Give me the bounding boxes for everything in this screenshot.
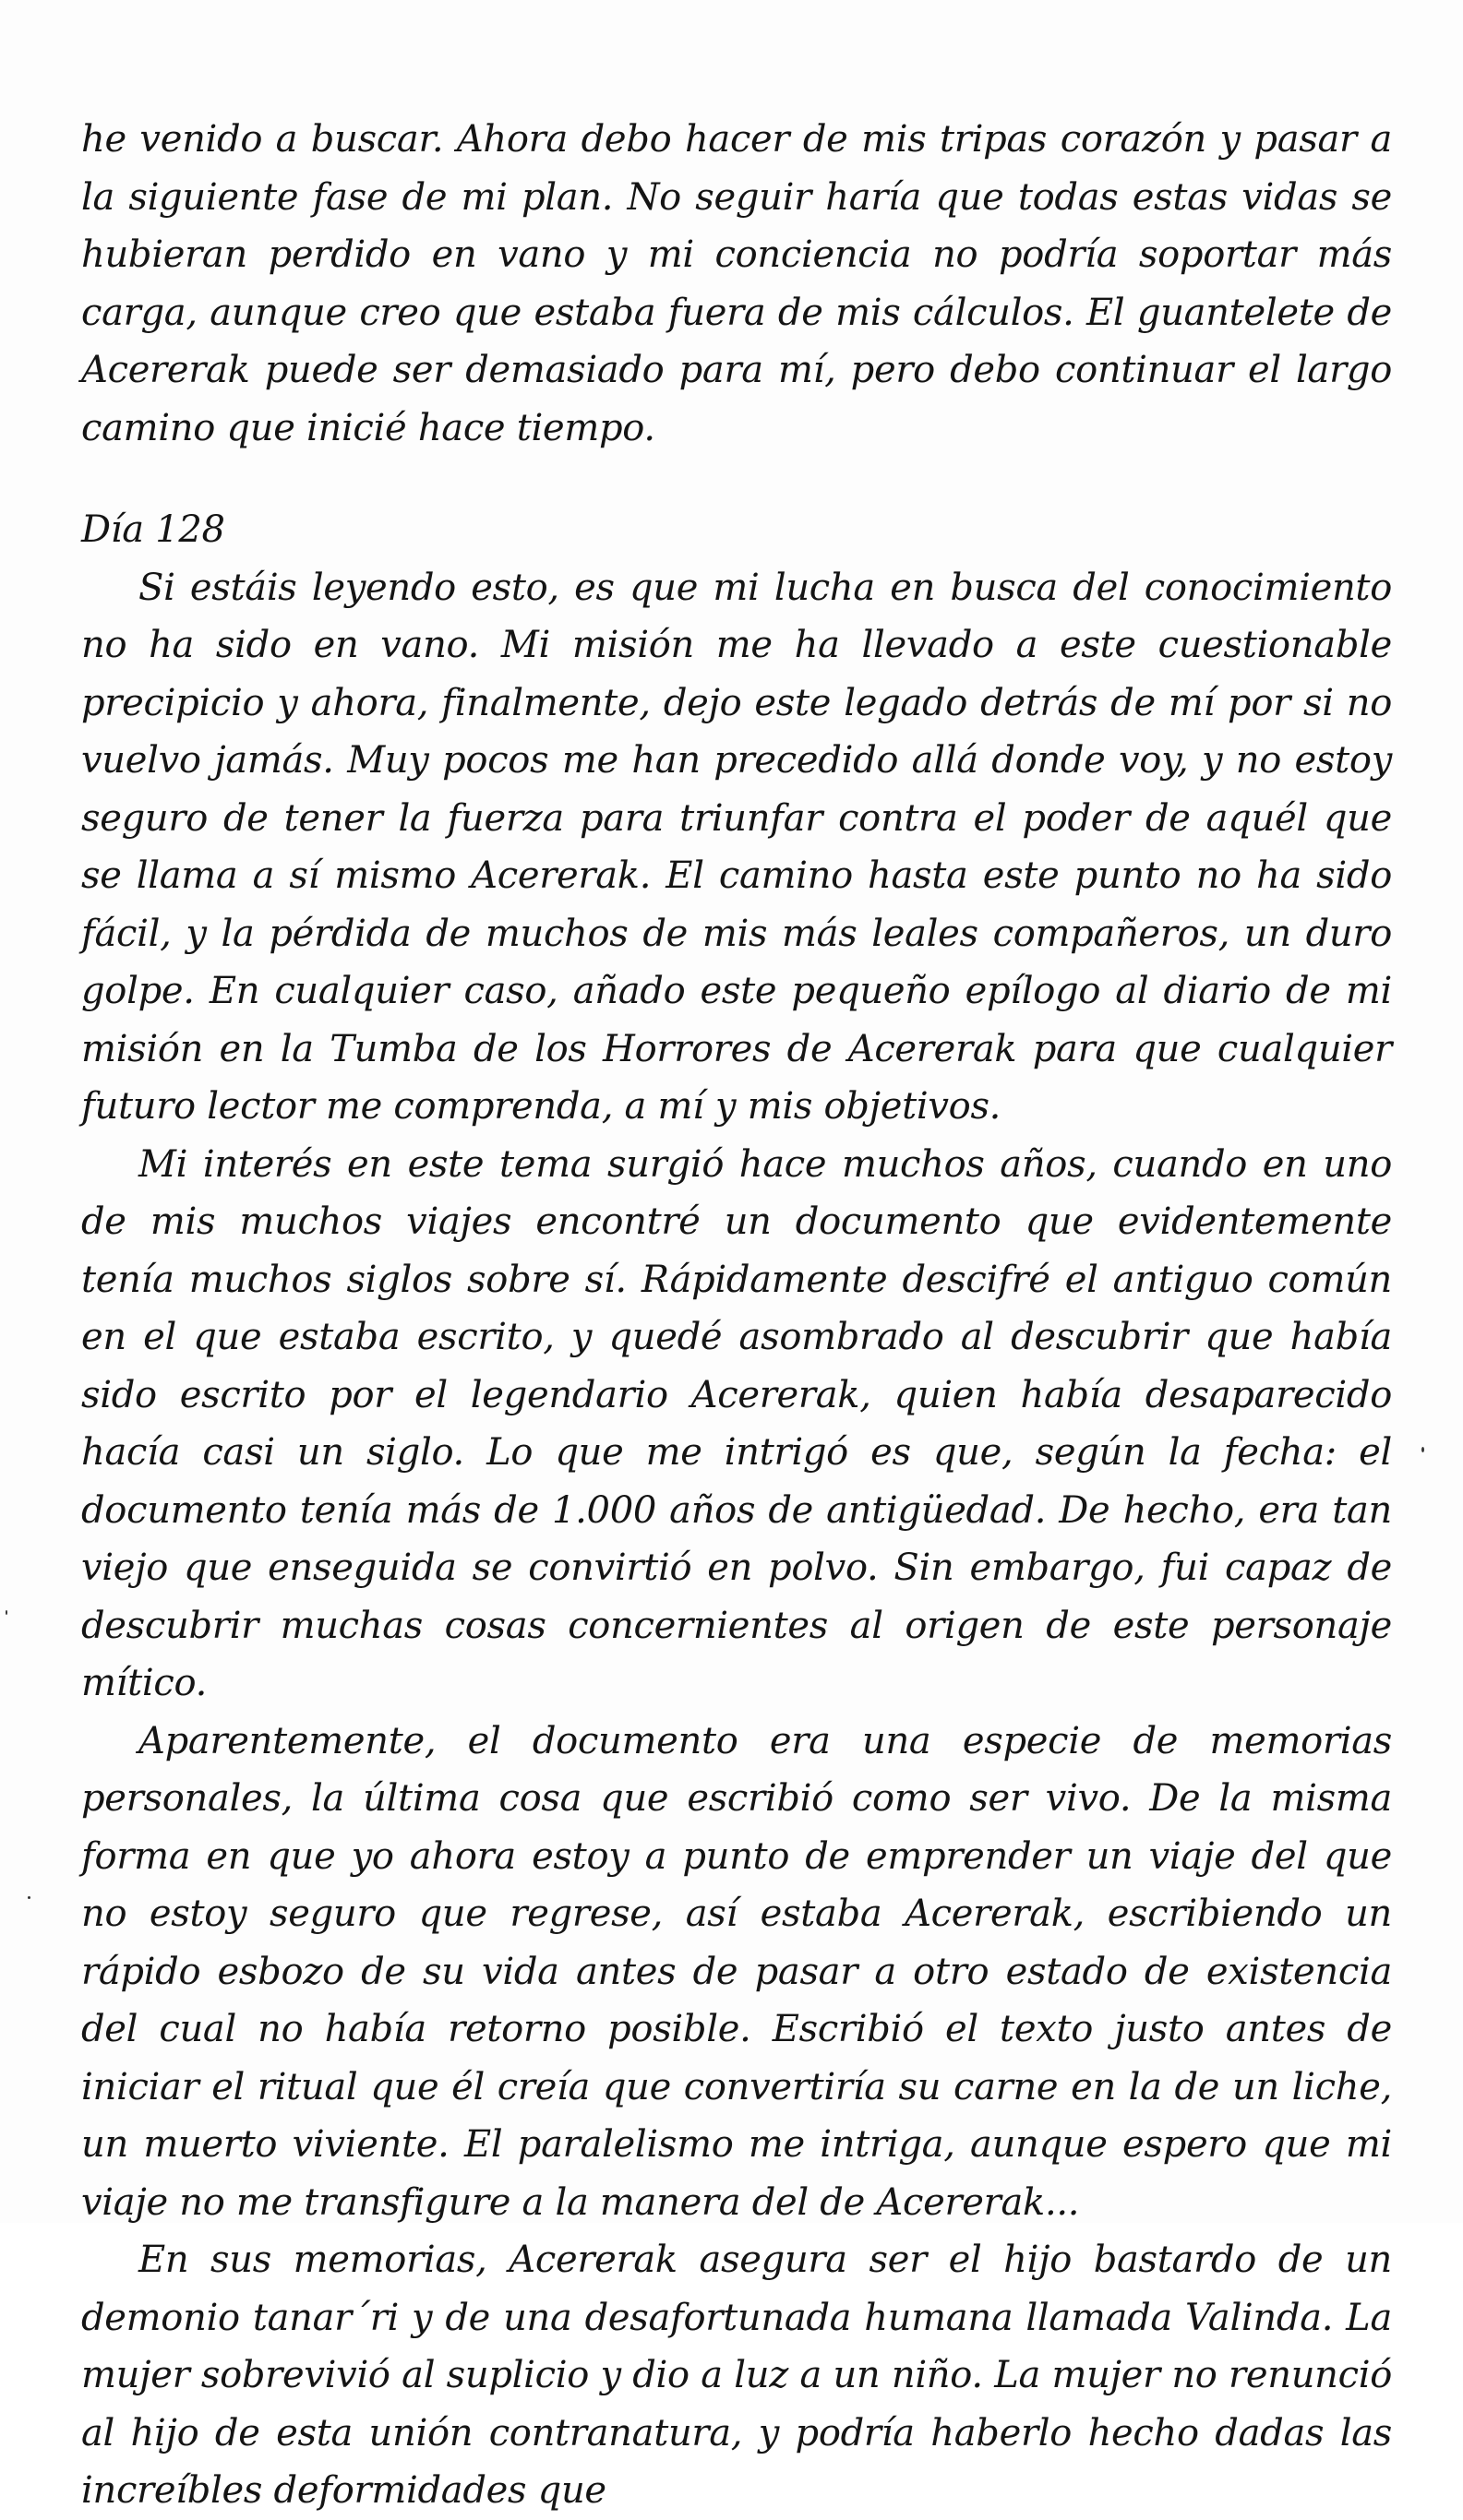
scan-speck [28, 1896, 30, 1899]
opening-paragraph: he venido a buscar. Ahora debo hacer de mis tripas corazón y pasar a la siguiente fase de mi plan. No seguir haría que todas estas vidas se hubieran perdido en vano y mi conciencia no podría soportar más carga, aunque creo que estaba fuera de mis cálculos. El guantelete de Acererak puede ser demasiado para mí, pero debo continuar el largo camino que inicié hace tiempo. [81, 118, 1392, 449]
paragraph-2: Mi interés en este tema surgió hace muchos años, cuando en uno de mis muchos viajes encontré un documento que evidentemente tenía muchos siglos sobre sí. Rápidamente descifré el antiguo común en el que estaba escrito, y quedé asombrado al descubrir que había sido escrito por el legendario Acererak, quien había desaparecido hacía casi un siglo. Lo que me intrigó es que, según la fecha: el documento tenía más de 1.000 años de antigüedad. De hecho, era tan viejo que enseguida se convirtió en polvo. Sin embargo, fui capaz de descubrir muchas cosas concernientes al origen de este personaje mítico. [81, 1142, 1392, 1704]
paragraph-3: Aparentemente, el documento era una especie de memorias personales, la última cosa que escribió como ser vivo. De la misma forma en que yo ahora estoy a punto de emprender un viaje del que no estoy seguro que regrese, así estaba Acererak, escribiendo un rápido esbozo de su vida antes de pasar a otro estado de existencia del cual no había retorno posible. Escribió el texto justo antes de iniciar el ritual que él creía que convertiría su carne en la de un liche, un muerto viviente. El paralelismo me intriga, aunque espero que mi viaje no me transfigure a la manera del de Acererak... [81, 1719, 1392, 2224]
paragraph-4: En sus memorias, Acererak asegura ser el hijo bastardo de un demonio tanar´ri y de una desafortunada humana llamada Valinda. La mujer sobrevivió al suplicio y dio a luz a un niño. La mujer no renunció al hijo de esta unión contranatura, y podría haberlo hecho dadas las increíbles deformidades que [81, 2239, 1392, 2512]
scan-speck [6, 1610, 7, 1615]
paragraph-1: Si estáis leyendo esto, es que mi lucha en busca del conocimiento no ha sido en vano. Mi misión me ha llevado a este cuestionable precipicio y ahora, finalmente, dejo este legado detrás de mí por si no vuelvo jamás. Muy pocos me han precedido allá donde voy, y no estoy seguro de tener la fuerza para triunfar contra el poder de aquél que se llama a sí mismo Acererak. El camino hasta este punto no ha sido fácil, y la pérdida de muchos de mis más leales compañeros, un duro golpe. En cualquier caso, añado este pequeño epílogo al diario de mi misión en la Tumba de los Horrores de Acererak para que cualquier futuro lector me comprenda, a mí y mis objetivos. [81, 566, 1392, 1128]
scan-speck [1421, 1447, 1424, 1452]
entry-heading: Día 128 [81, 508, 225, 551]
handwritten-text-block [81, 111, 1392, 2520]
